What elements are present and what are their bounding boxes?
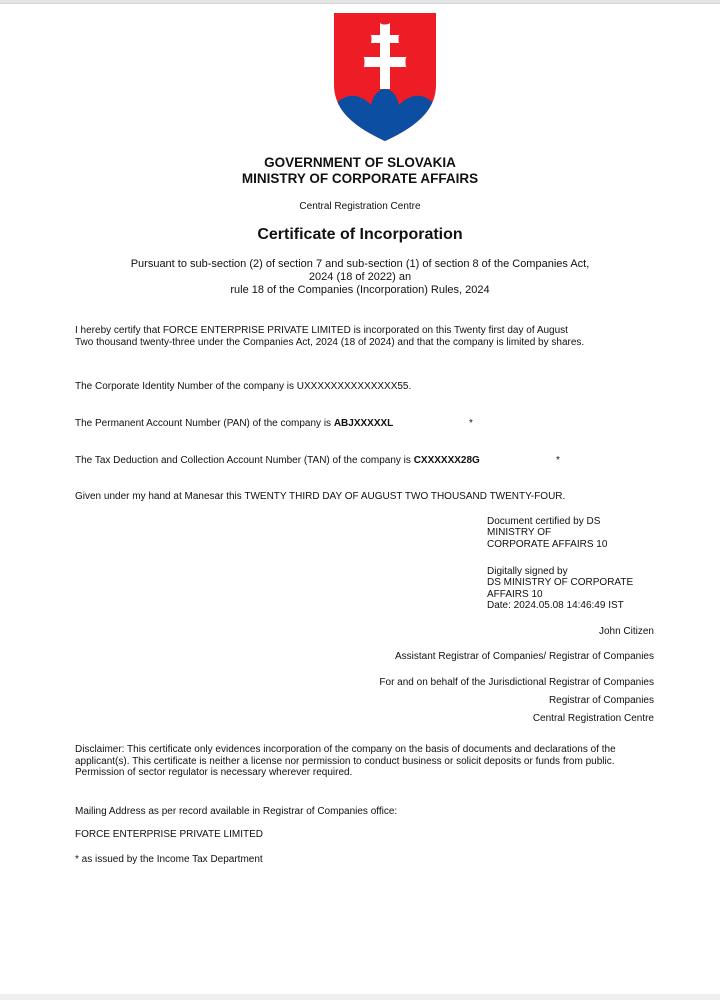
registrar-behalf: For and on behalf of the Jurisdictional Registrar of Companies <box>379 677 654 688</box>
certified-line: CORPORATE AFFAIRS 10 <box>487 538 608 550</box>
pursuant-line-3: rule 18 of the Companies (Incorporation) Rules, 2024 <box>230 284 490 296</box>
heading-ministry: MINISTRY OF CORPORATE AFFAIRS <box>241 171 479 186</box>
signed-line: Digitally signed by <box>487 566 568 577</box>
viewer-bottom-edge <box>0 994 720 1000</box>
digital-signature-block <box>487 566 633 611</box>
page-title: Certificate of Incorporation <box>257 226 463 243</box>
disclaimer: Disclaimer: This certificate only evidences incorporation of the company on the basis of documents and declarations of the applicant(s). This certificate is neither a license nor permission to conduct business or solicit deposits or funds from public. Permission of sector regulator is necessary wherever required. <box>75 744 616 778</box>
mailing-address-label: Mailing Address as per record available in Registrar of Companies office: <box>75 806 398 817</box>
signature-date: Date: 2024.05.08 14:46:49 IST <box>487 599 624 611</box>
registrar-office: Registrar of Companies <box>548 695 654 706</box>
registrar-name: John Citizen <box>598 626 654 637</box>
tan-label: The Tax Deduction and Collection Account Number (TAN) of the company is <box>75 455 414 466</box>
tan-statement <box>75 455 480 467</box>
registrar-centre: Central Registration Centre <box>532 713 654 724</box>
pursuant-clause <box>0 258 720 297</box>
signed-line: DS MINISTRY OF CORPORATE <box>487 577 634 589</box>
certified-by-block <box>487 516 607 550</box>
pan-asterisk: * <box>469 418 473 429</box>
pan-statement <box>75 418 393 430</box>
viewer-top-edge <box>0 0 720 4</box>
government-heading <box>0 155 720 187</box>
footnote: * as issued by the Income Tax Department <box>75 854 263 865</box>
pursuant-line-1: Pursuant to sub-section (2) of section 7 and sub-section (1) of section 8 of the Companies Act, <box>130 258 590 270</box>
pan-label: The Permanent Account Number (PAN) of the company is <box>75 418 334 429</box>
signed-line: AFFAIRS 10 <box>487 588 543 600</box>
certify-line-2: Two thousand twenty-three under the Companies Act, 2024 (18 of 2024) and that the company is limited by shares. <box>75 336 585 348</box>
tan-value: CXXXXXX28G <box>413 455 480 466</box>
coat-of-arms-icon <box>333 13 437 141</box>
mailing-address-company: FORCE ENTERPRISE PRIVATE LIMITED <box>75 829 263 840</box>
certification-statement <box>75 325 584 348</box>
registrar-designation: Assistant Registrar of Companies/ Registrar of Companies <box>395 651 654 662</box>
tan-asterisk: * <box>556 455 560 466</box>
certified-line: MINISTRY OF <box>487 527 552 539</box>
cin-statement: The Corporate Identity Number of the company is UXXXXXXXXXXXXXX55. <box>75 381 412 392</box>
pursuant-line-2: 2024 (18 of 2022) an <box>308 271 412 283</box>
heading-government: GOVERNMENT OF SLOVAKIA <box>264 155 456 170</box>
pan-value: ABJXXXXXL <box>333 418 394 429</box>
office-name: Central Registration Centre <box>299 201 421 212</box>
certify-line-1: I hereby certify that FORCE ENTERPRISE PRIVATE LIMITED is incorporated on this Twenty first day of August <box>75 325 568 336</box>
given-statement: Given under my hand at Manesar this TWENTY THIRD DAY OF AUGUST TWO THOUSAND TWENTY-FOUR. <box>75 491 566 502</box>
certified-line: Document certified by DS <box>487 516 601 527</box>
